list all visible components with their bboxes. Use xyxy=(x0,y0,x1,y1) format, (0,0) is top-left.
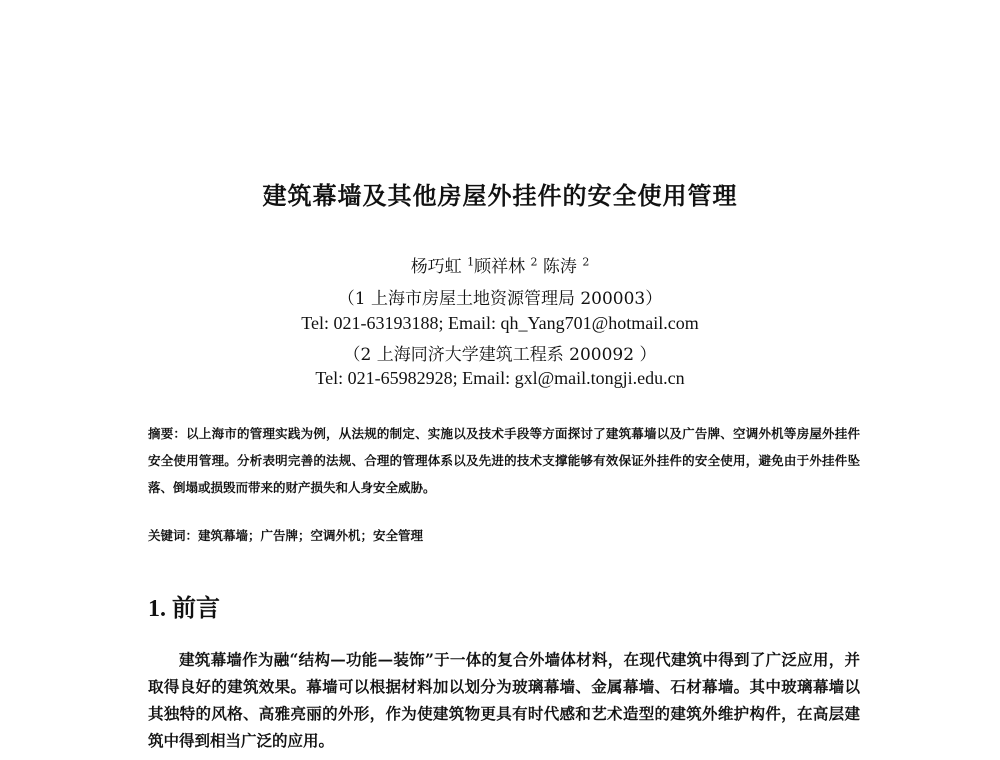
contact-2: Tel: 021-65982928; Email: gxl@mail.tongji.edu.cn xyxy=(315,368,685,388)
author-name: 陈涛 xyxy=(542,257,577,277)
section-heading: 1. 前言 xyxy=(148,596,220,622)
abstract: 摘要：以上海市的管理实践为例，从法规的制定、实施以及技术手段等方面探讨了建筑幕墙以及广告牌、空调外机等房屋外挂件安全使用管理。分析表明完善的法规、合理的管理体系以及先进的技术支撑能够有效保证外挂件的安全使用，避免由于外挂件坠落、倒塌或损毁而带来的财产损失和人身安全威胁。 xyxy=(148,426,860,495)
body-paragraph: 建筑幕墙作为融“结构—功能—装饰”于一体的复合外墙体材料，在现代建筑中得到了广泛应用，并取得良好的建筑效果。幕墙可以根据材料加以划分为玻璃幕墙、金属幕墙、石材幕墙。其中玻璃幕墙以其独特的风格、高雅亮丽的外形，作为使建筑物更具有时代感和艺术造型的建筑外维护构件，在高层建筑中得到相当广泛的应用。 xyxy=(148,650,860,750)
keywords: 关键词：建筑幕墙；广告牌；空调外机；安全管理 xyxy=(148,528,424,543)
author-affiliation-marker: 1 xyxy=(467,255,475,269)
affiliation-2: （2 上海同济大学建筑工程系 200092 ） xyxy=(343,345,657,365)
author-name: 杨巧虹 xyxy=(410,257,462,277)
paper-title: 建筑幕墙及其他房屋外挂件的安全使用管理 xyxy=(262,182,738,210)
author-line xyxy=(0,252,1000,277)
author-affiliation-marker: 2 xyxy=(530,255,538,269)
author-affiliation-marker: 2 xyxy=(582,255,590,269)
author-name: 顾祥林 xyxy=(474,257,526,277)
affiliation-1: （1 上海市房屋土地资源管理局 200003） xyxy=(337,289,663,309)
contact-1: Tel: 021-63193188; Email: qh_Yang701@hotmail.com xyxy=(301,313,699,333)
